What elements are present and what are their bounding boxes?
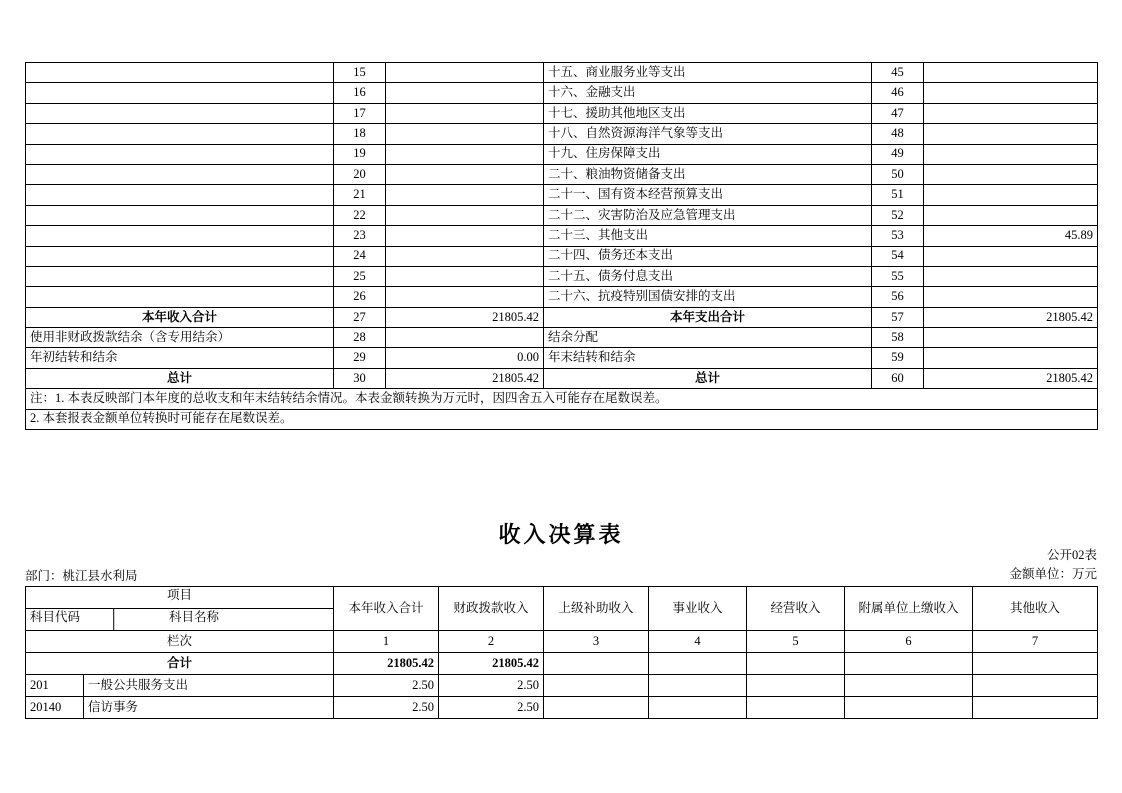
income-row-value-5 xyxy=(747,697,845,719)
name-label: 科目名称 xyxy=(168,610,219,624)
income-row-value-6 xyxy=(845,675,973,697)
expenditure-right-label: 总计 xyxy=(544,368,872,388)
expenditure-right-amount xyxy=(924,266,1098,286)
expenditure-left-amount xyxy=(386,124,544,144)
income-row-value-1: 2.50 xyxy=(334,697,439,719)
income-row-name: 合计 xyxy=(26,653,334,675)
table-row xyxy=(26,368,1098,388)
expenditure-left-label xyxy=(26,246,334,266)
income-column-header-5: 经营收入 xyxy=(747,587,845,631)
expenditure-right-no: 60 xyxy=(872,368,924,388)
expenditure-left-no: 16 xyxy=(334,83,386,103)
project-label: 项目 xyxy=(166,588,192,602)
rank-number-3: 3 xyxy=(544,631,649,653)
expenditure-right-no: 57 xyxy=(872,307,924,327)
income-row-value-3 xyxy=(544,675,649,697)
expenditure-right-label: 年末结转和结余 xyxy=(544,348,872,368)
expenditure-left-label: 本年收入合计 xyxy=(26,307,334,327)
expenditure-left-no: 24 xyxy=(334,246,386,266)
expenditure-left-no: 21 xyxy=(334,185,386,205)
table-row xyxy=(26,246,1098,266)
expenditure-right-label: 十九、住房保障支出 xyxy=(544,144,872,164)
expenditure-right-amount xyxy=(924,103,1098,123)
code-label: 科目代码 xyxy=(30,610,81,624)
expenditure-right-label: 十七、援助其他地区支出 xyxy=(544,103,872,123)
income-row-value-6 xyxy=(845,653,973,675)
expenditure-left-no: 22 xyxy=(334,205,386,225)
expenditure-left-amount xyxy=(386,144,544,164)
expenditure-left-amount: 21805.42 xyxy=(386,368,544,388)
expenditure-right-label: 十五、商业服务业等支出 xyxy=(544,63,872,83)
table-row xyxy=(26,205,1098,225)
expenditure-left-no: 25 xyxy=(334,266,386,286)
expenditure-right-label: 二十、粮油物资储备支出 xyxy=(544,164,872,184)
table-row xyxy=(26,124,1098,144)
expenditure-right-amount xyxy=(924,348,1098,368)
expenditure-right-no: 52 xyxy=(872,205,924,225)
table-row xyxy=(26,164,1098,184)
expenditure-right-label: 二十五、债务付息支出 xyxy=(544,266,872,286)
amount-unit: 金额单位：万元 xyxy=(1009,567,1097,582)
income-row-value-3 xyxy=(544,697,649,719)
expenditure-right-amount xyxy=(924,205,1098,225)
department-label: 部门：桃江县水利局 xyxy=(25,569,138,583)
expenditure-left-no: 18 xyxy=(334,124,386,144)
table-note-row xyxy=(26,409,1098,429)
expenditure-left-no: 15 xyxy=(334,63,386,83)
expenditure-right-amount xyxy=(924,287,1098,307)
expenditure-left-label xyxy=(26,164,334,184)
income-column-header-4: 事业收入 xyxy=(649,587,747,631)
expenditure-right-amount xyxy=(924,63,1098,83)
table-row xyxy=(26,144,1098,164)
expenditure-right-amount: 21805.42 xyxy=(924,368,1098,388)
table-row xyxy=(26,226,1098,246)
income-row-value-7 xyxy=(973,675,1098,697)
income-row-value-5 xyxy=(747,675,845,697)
income-rank-row xyxy=(26,631,1098,653)
income-sheet-meta xyxy=(1009,546,1097,585)
rank-number-1: 1 xyxy=(334,631,439,653)
project-split-header xyxy=(26,587,334,631)
rank-label: 栏次 xyxy=(26,631,334,653)
table-row xyxy=(26,675,1098,697)
expenditure-left-amount xyxy=(386,185,544,205)
expenditure-right-amount xyxy=(924,164,1098,184)
expenditure-right-no: 53 xyxy=(872,226,924,246)
expenditure-left-label: 使用非财政拨款结余（含专用结余） xyxy=(26,328,334,348)
expenditure-right-no: 55 xyxy=(872,266,924,286)
table-row xyxy=(26,307,1098,327)
income-row-value-2: 2.50 xyxy=(439,675,544,697)
expenditure-left-label xyxy=(26,266,334,286)
expenditure-right-label: 二十二、灾害防治及应急管理支出 xyxy=(544,205,872,225)
expenditure-right-no: 59 xyxy=(872,348,924,368)
expenditure-left-no: 20 xyxy=(334,164,386,184)
income-sheet-title: 收入决算表 xyxy=(498,522,624,547)
expenditure-right-label: 二十三、其他支出 xyxy=(544,226,872,246)
table-row xyxy=(26,266,1098,286)
expenditure-left-no: 26 xyxy=(334,287,386,307)
expenditure-left-amount xyxy=(386,103,544,123)
expenditure-left-no: 23 xyxy=(334,226,386,246)
expenditure-left-label xyxy=(26,185,334,205)
expenditure-right-no: 54 xyxy=(872,246,924,266)
income-row-value-2: 21805.42 xyxy=(439,653,544,675)
expenditure-right-no: 58 xyxy=(872,328,924,348)
table-row xyxy=(26,348,1098,368)
expenditure-left-no: 28 xyxy=(334,328,386,348)
expenditure-left-amount xyxy=(386,164,544,184)
income-row-value-2: 2.50 xyxy=(439,697,544,719)
income-row-name: 信访事务 xyxy=(84,697,334,719)
rank-number-4: 4 xyxy=(649,631,747,653)
form-number: 公开02表 xyxy=(1046,548,1097,562)
expenditure-right-amount xyxy=(924,328,1098,348)
expenditure-left-label xyxy=(26,205,334,225)
income-row-value-4 xyxy=(649,697,747,719)
expenditure-right-amount xyxy=(924,83,1098,103)
income-column-header-2: 财政拨款收入 xyxy=(439,587,544,631)
expenditure-right-no: 56 xyxy=(872,287,924,307)
expenditure-left-no: 17 xyxy=(334,103,386,123)
expenditure-left-label xyxy=(26,63,334,83)
expenditure-right-label: 十八、自然资源海洋气象等支出 xyxy=(544,124,872,144)
income-row-code: 20140 xyxy=(26,697,84,719)
income-row-name: 一般公共服务支出 xyxy=(84,675,334,697)
expenditure-left-amount xyxy=(386,328,544,348)
income-row-value-1: 2.50 xyxy=(334,675,439,697)
expenditure-right-amount xyxy=(924,144,1098,164)
expenditure-right-label: 二十六、抗疫特别国债安排的支出 xyxy=(544,287,872,307)
expenditure-right-label: 结余分配 xyxy=(544,328,872,348)
income-row-value-5 xyxy=(747,653,845,675)
table-row xyxy=(26,63,1098,83)
expenditure-right-no: 45 xyxy=(872,63,924,83)
expenditure-table xyxy=(25,62,1098,430)
table-row xyxy=(26,697,1098,719)
income-row-value-7 xyxy=(973,653,1098,675)
expenditure-right-label: 二十四、债务还本支出 xyxy=(544,246,872,266)
expenditure-left-amount xyxy=(386,266,544,286)
income-column-header-1: 本年收入合计 xyxy=(334,587,439,631)
income-row-value-1: 21805.42 xyxy=(334,653,439,675)
expenditure-left-amount: 21805.42 xyxy=(386,307,544,327)
table-note: 2. 本套报表金额单位转换时可能存在尾数误差。 xyxy=(26,409,1098,429)
expenditure-right-amount xyxy=(924,246,1098,266)
table-row xyxy=(26,185,1098,205)
expenditure-left-amount xyxy=(386,83,544,103)
expenditure-left-no: 19 xyxy=(334,144,386,164)
expenditure-left-label xyxy=(26,144,334,164)
table-row xyxy=(26,83,1098,103)
expenditure-left-label xyxy=(26,287,334,307)
expenditure-left-label: 年初结转和结余 xyxy=(26,348,334,368)
table-row xyxy=(26,653,1098,675)
expenditure-left-no: 30 xyxy=(334,368,386,388)
income-row-value-6 xyxy=(845,697,973,719)
table-row xyxy=(26,328,1098,348)
expenditure-right-label: 二十一、国有资本经营预算支出 xyxy=(544,185,872,205)
expenditure-right-label: 十六、金融支出 xyxy=(544,83,872,103)
expenditure-left-label xyxy=(26,103,334,123)
income-row-value-4 xyxy=(649,675,747,697)
expenditure-right-amount: 21805.42 xyxy=(924,307,1098,327)
expenditure-left-amount: 0.00 xyxy=(386,348,544,368)
table-row xyxy=(26,287,1098,307)
expenditure-left-no: 29 xyxy=(334,348,386,368)
rank-number-7: 7 xyxy=(973,631,1098,653)
expenditure-right-label: 本年支出合计 xyxy=(544,307,872,327)
expenditure-right-no: 49 xyxy=(872,144,924,164)
income-table xyxy=(25,586,1098,719)
rank-number-5: 5 xyxy=(747,631,845,653)
expenditure-right-no: 51 xyxy=(872,185,924,205)
expenditure-left-label xyxy=(26,83,334,103)
income-column-header-3: 上级补助收入 xyxy=(544,587,649,631)
expenditure-right-amount xyxy=(924,124,1098,144)
table-note: 注：1. 本表反映部门本年度的总收支和年末结转结余情况。本表金额转换为万元时，因四舍五入可能存在尾数误差。 xyxy=(26,389,1098,409)
expenditure-right-no: 48 xyxy=(872,124,924,144)
income-row-code: 201 xyxy=(26,675,84,697)
income-row-value-4 xyxy=(649,653,747,675)
expenditure-left-label: 总计 xyxy=(26,368,334,388)
expenditure-right-amount: 45.89 xyxy=(924,226,1098,246)
expenditure-left-amount xyxy=(386,287,544,307)
expenditure-left-amount xyxy=(386,246,544,266)
expenditure-left-label xyxy=(26,226,334,246)
expenditure-left-amount xyxy=(386,63,544,83)
expenditure-right-amount xyxy=(924,185,1098,205)
table-note-row xyxy=(26,389,1098,409)
table-row xyxy=(26,103,1098,123)
rank-number-6: 6 xyxy=(845,631,973,653)
expenditure-left-no: 27 xyxy=(334,307,386,327)
expenditure-left-amount xyxy=(386,205,544,225)
income-column-header-6: 附属单位上缴收入 xyxy=(845,587,973,631)
income-column-header-7: 其他收入 xyxy=(973,587,1098,631)
income-row-value-7 xyxy=(973,697,1098,719)
expenditure-right-no: 50 xyxy=(872,164,924,184)
expenditure-left-label xyxy=(26,124,334,144)
expenditure-right-no: 46 xyxy=(872,83,924,103)
income-row-value-3 xyxy=(544,653,649,675)
rank-number-2: 2 xyxy=(439,631,544,653)
expenditure-right-no: 47 xyxy=(872,103,924,123)
expenditure-left-amount xyxy=(386,226,544,246)
